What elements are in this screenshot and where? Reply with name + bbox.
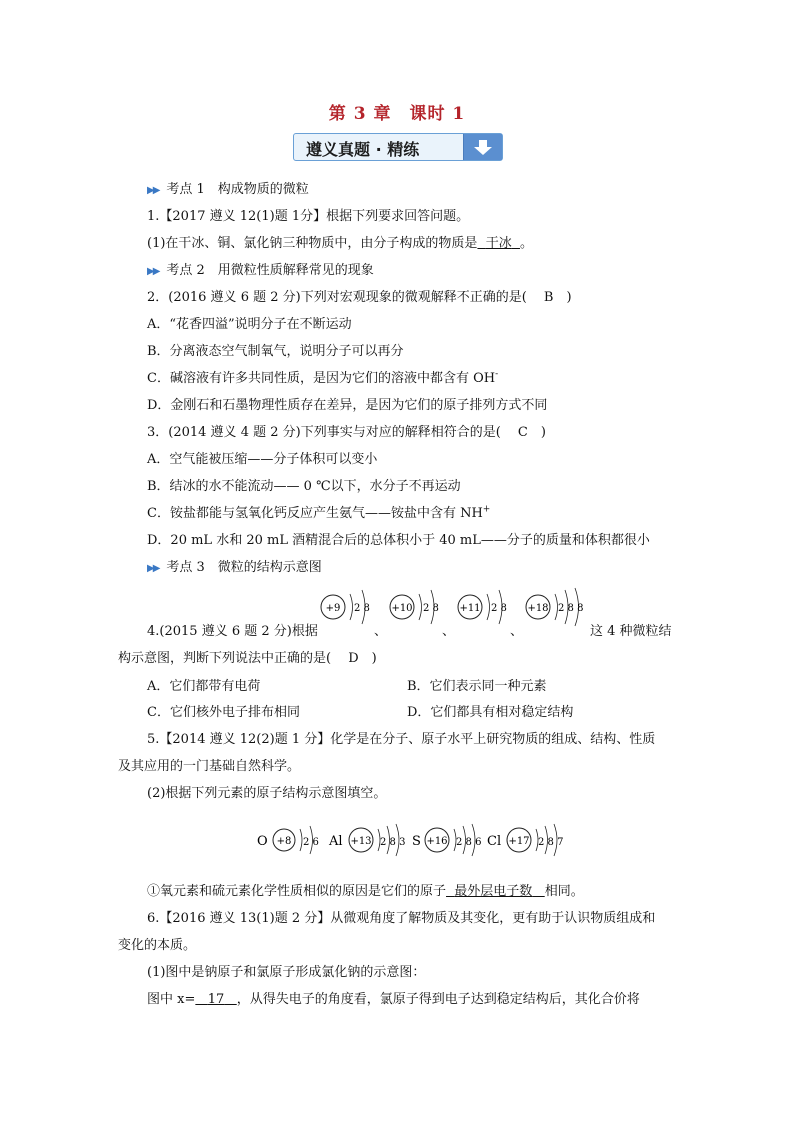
question-6-stem-b: 变化的本质。 (118, 938, 197, 953)
question-5-fill: ①氧元素和硫元素化学性质相似的原因是它们的原子 最外层电子数 相同。 (147, 884, 584, 899)
double-arrow-icon: ▶▶ (147, 185, 159, 196)
particle-diagram-2 (387, 586, 449, 636)
svg-text:2 8 3: 2 8 3 (380, 837, 406, 848)
separator: 、 (374, 624, 388, 639)
svg-text:Cl: Cl (487, 834, 502, 849)
answer-blank: 最外层电子数 (454, 884, 533, 899)
svg-text:2 8: 2 8 (354, 603, 370, 614)
svg-text:Al: Al (329, 834, 343, 849)
question-3-option-b: B．结冰的水不能流动—— 0 ℃以下，水分子不再运动 (147, 479, 461, 494)
double-arrow-icon: ▶▶ (147, 563, 159, 574)
svg-text:+9: +9 (325, 603, 341, 614)
svg-text:+16: +16 (426, 836, 448, 847)
question-3-option-c: C．铵盐都能与氢氧化钙反应产生氨气——铵盐中含有 NH+ (147, 504, 491, 521)
question-1-sub: (1)在干冰、铜、氯化钠三种物质中，由分子构成的物质是 干冰 。 (147, 236, 533, 251)
banner-label: 遵义真题 · 精练 (306, 140, 420, 159)
question-5-stem-b: 及其应用的一门基础自然科学。 (118, 759, 301, 774)
question-4-stem-a: 4.(2015 遵义 6 题 2 分)根据 (147, 624, 318, 639)
question-2-option-b: B．分离液态空气制氧气，说明分子可以再分 (147, 344, 404, 359)
svg-text:+10: +10 (391, 603, 413, 614)
separator: 、 (442, 624, 456, 639)
answer-blank: 17 (207, 992, 225, 1007)
svg-text:+11: +11 (459, 603, 481, 614)
svg-text:2 8 7: 2 8 7 (538, 837, 564, 848)
topic-heading-1: ▶▶ 考点 1 构成物质的微粒 (147, 182, 309, 197)
svg-text:O: O (257, 834, 268, 849)
question-2-stem: 2．(2016 遵义 6 题 2 分)下列对宏观现象的微观解释不正确的是( B ) (147, 290, 572, 305)
down-arrow-icon[interactable] (463, 134, 502, 160)
svg-text:+17: +17 (508, 836, 530, 847)
question-4-option-c: C．它们核外电子排布相同 (147, 705, 300, 720)
particle-diagram-1 (318, 586, 380, 636)
svg-text:2 8: 2 8 (491, 603, 507, 614)
page-title: 第 3 章 课时 1 (328, 104, 466, 124)
question-4-stem-c: 构示意图，判断下列说法中正确的是( D ) (118, 651, 377, 666)
answer-blank: 干冰 (485, 236, 512, 251)
question-3-stem: 3．(2014 遵义 4 题 2 分)下列事实与对应的解释相符合的是( C ) (147, 425, 546, 440)
question-6-fill: 图中 x= 17 ，从得失电子的角度看，氯原子得到电子达到稳定结构后，其化合价将 (147, 992, 640, 1007)
separator: 、 (510, 624, 524, 639)
question-5-stem-a: 5.【2014 遵义 12(2)题 1 分】化学是在分子、原子水平上研究物质的组成、结构、性质 (147, 732, 656, 747)
question-4-option-d: D．它们都具有相对稳定结构 (407, 705, 574, 720)
particle-diagram-4 (523, 586, 595, 636)
question-4-stem-b: 这 4 种微粒结 (590, 624, 672, 639)
section-banner (293, 133, 503, 161)
question-2-option-a: A．“花香四溢”说明分子在不断运动 (147, 317, 352, 332)
question-4-option-a: A．它们都带有电荷 (147, 679, 261, 694)
question-1-stem: 1.【2017 遵义 12(1)题 1分】根据下列要求回答问题。 (147, 209, 470, 224)
question-4-option-b: B．它们表示同一种元素 (407, 679, 547, 694)
question-6-stem-a: 6.【2016 遵义 13(1)题 2 分】从微观角度了解物质及其变化，更有助于认识物质组成和 (147, 911, 656, 926)
double-arrow-icon: ▶▶ (147, 266, 159, 277)
question-6-sub: (1)图中是钠原子和氯原子形成氯化钠的示意图： (147, 965, 426, 980)
atom-diagrams (255, 818, 575, 868)
svg-text:+8: +8 (276, 836, 292, 847)
question-2-option-d: D．金刚石和石墨物理性质存在差异，是因为它们的原子排列方式不同 (147, 398, 548, 413)
particle-diagram-3 (455, 586, 517, 636)
svg-text:2 6: 2 6 (303, 837, 319, 848)
svg-text:+13: +13 (350, 836, 372, 847)
svg-text:S: S (412, 834, 421, 849)
question-5-sub: (2)根据下列元素的原子结构示意图填空。 (147, 786, 387, 801)
svg-text:2 8 8: 2 8 8 (558, 603, 584, 614)
question-3-option-d: D．20 mL 水和 20 mL 酒精混合后的总体积小于 40 mL——分子的质量和体积都很小 (147, 533, 650, 548)
topic-heading-2: ▶▶ 考点 2 用微粒性质解释常见的现象 (147, 263, 374, 278)
svg-text:2 8: 2 8 (423, 603, 439, 614)
svg-text:+18: +18 (527, 603, 549, 614)
svg-text:2 8 6: 2 8 6 (456, 837, 482, 848)
question-3-option-a: A．空气能被压缩——分子体积可以变小 (147, 452, 378, 467)
question-2-option-c: C．碱溶液有许多共同性质，是因为它们的溶液中都含有 OH- (147, 369, 499, 386)
topic-heading-3: ▶▶ 考点 3 微粒的结构示意图 (147, 560, 322, 575)
